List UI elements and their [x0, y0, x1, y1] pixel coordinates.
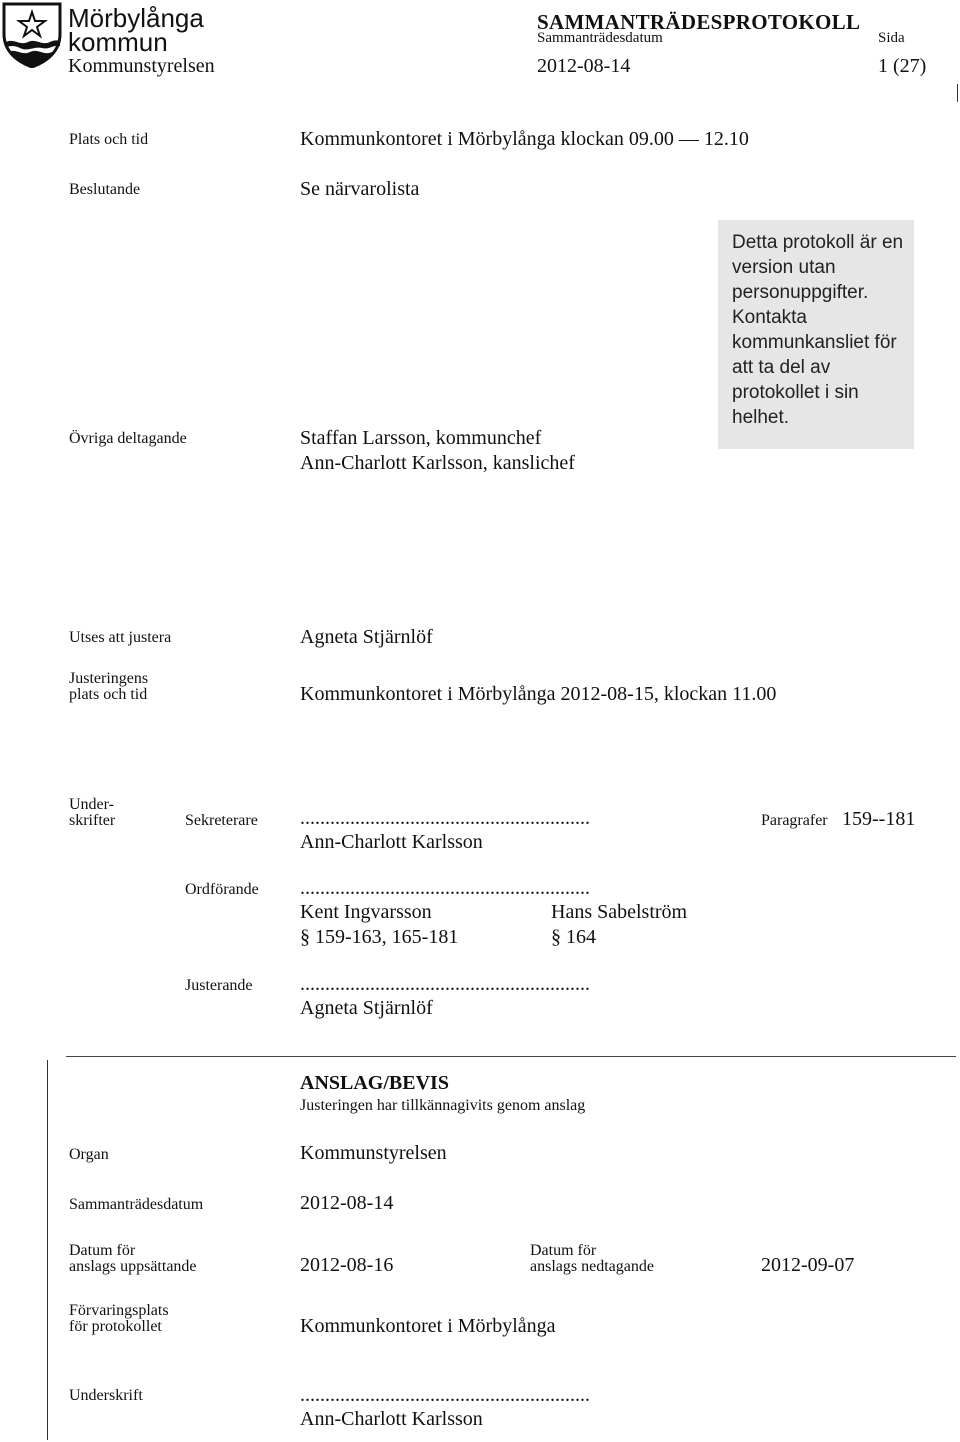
signature-name: Ann-Charlott Karlsson: [300, 1408, 483, 1430]
chair-paragraphs-2: § 164: [551, 926, 596, 948]
storage-value: Kommunkontoret i Mörbylånga: [300, 1315, 556, 1337]
appointed-adjuster-label: Utses att justera: [69, 629, 172, 646]
adjuster-signature-line: ..........................................................: [300, 973, 590, 995]
page-caption: Sida: [878, 30, 905, 46]
header-right-rule: [957, 84, 958, 102]
privacy-notice-text: Detta protokoll är en version utan personuppgifter. Kontakta kommunkansliet för att ta del av protokollet i sin helhet.: [732, 232, 904, 428]
posted-date-value: 2012-08-16: [300, 1254, 394, 1276]
left-margin-rule: [47, 1060, 48, 1440]
logo-line-1: Mörbylånga: [68, 3, 204, 33]
signature-line: ..........................................................: [300, 1384, 590, 1406]
deciding-label: Beslutande: [69, 181, 141, 198]
others-line-2: Ann-Charlott Karlsson, kanslichef: [300, 452, 575, 474]
posted-date-label-2: anslags uppsättande: [69, 1258, 197, 1275]
chair-name-1: Kent Ingvarsson: [300, 901, 432, 923]
secretary-label: Sekreterare: [185, 812, 258, 829]
chair-paragraphs-1: § 159-163, 165-181: [300, 926, 459, 948]
adjust-place-label-2: plats och tid: [69, 686, 148, 703]
adjuster-label: Justerande: [185, 977, 253, 994]
notice-board-title: ANSLAG/BEVIS: [300, 1072, 449, 1094]
adjust-place-value: Kommunkontoret i Mörbylånga 2012-08-15, klockan 11.00: [300, 683, 777, 705]
secretary-signature-line: ..........................................................: [300, 807, 590, 829]
adjust-place-label-1: Justeringens: [69, 670, 149, 687]
section-divider: [66, 1056, 956, 1057]
secretary-name: Ann-Charlott Karlsson: [300, 831, 483, 853]
meeting-date: 2012-08-14: [537, 55, 631, 77]
removed-date-label-2: anslags nedtagande: [530, 1258, 654, 1275]
storage-label-1: Förvaringsplats: [69, 1302, 169, 1319]
organ-label: Organ: [69, 1146, 109, 1163]
signature-label: Underskrift: [69, 1387, 143, 1404]
posted-date-label-1: Datum för: [69, 1242, 136, 1259]
date-caption: Sammanträdesdatum: [537, 30, 663, 46]
meeting-date-label: Sammanträdesdatum: [69, 1196, 204, 1213]
others-line-1: Staffan Larsson, kommunchef: [300, 427, 542, 449]
document-title: SAMMANTRÄDESPROTOKOLL: [537, 10, 861, 34]
committee-name: Kommunstyrelsen: [68, 55, 215, 77]
organ-value: Kommunstyrelsen: [300, 1142, 447, 1164]
municipality-crest-icon: [0, 0, 64, 68]
paragraphs-label: Paragrafer: [761, 812, 828, 829]
chair-label: Ordförande: [185, 881, 259, 898]
meeting-date-value: 2012-08-14: [300, 1192, 394, 1214]
chair-name-2: Hans Sabelström: [551, 901, 688, 923]
deciding-value: Se närvarolista: [300, 178, 420, 200]
removed-date-label-1: Datum för: [530, 1242, 597, 1259]
storage-label-2: för protokollet: [69, 1318, 162, 1335]
logo-line-2: kommun: [68, 27, 168, 57]
appointed-adjuster-value: Agneta Stjärnlöf: [300, 626, 433, 648]
others-label: Övriga deltagande: [69, 430, 187, 447]
adjuster-name: Agneta Stjärnlöf: [300, 997, 433, 1019]
signatures-label-1: Under-: [69, 796, 114, 813]
privacy-notice-box: [718, 220, 914, 449]
notice-board-subtitle: Justeringen har tillkännagivits genom anslag: [300, 1097, 586, 1114]
place-time-value: Kommunkontoret i Mörbylånga klockan 09.00 — 12.10: [300, 128, 749, 150]
place-time-label: Plats och tid: [69, 131, 149, 148]
signatures-label-2: skrifter: [69, 812, 116, 829]
page-number: 1 (27): [878, 55, 927, 77]
paragraphs-value: 159--181: [842, 808, 916, 830]
chair-signature-line: ..........................................................: [300, 877, 590, 899]
removed-date-value: 2012-09-07: [761, 1254, 855, 1276]
